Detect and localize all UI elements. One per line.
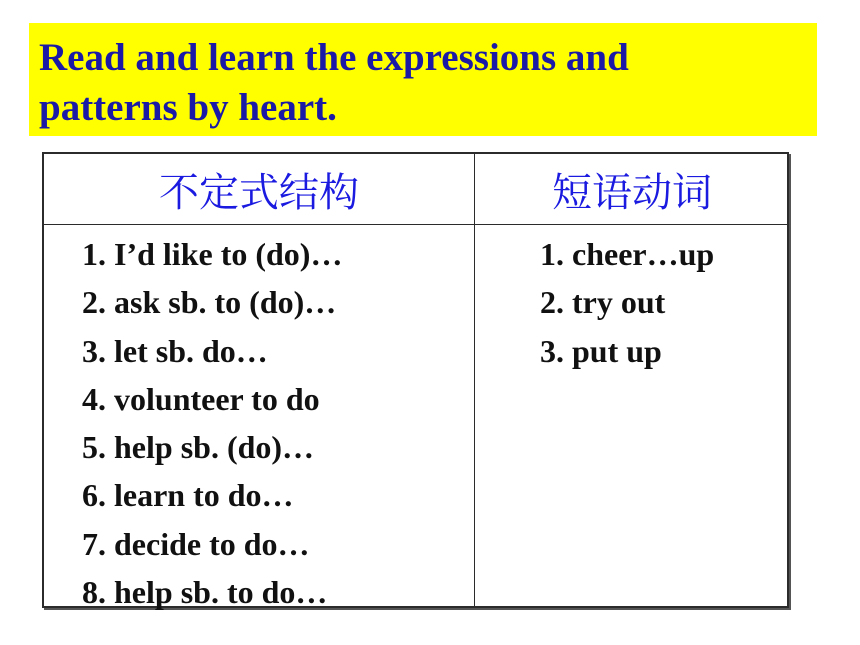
list-item: 1. I’d like to (do)… (82, 236, 343, 272)
infinitive-structures-list (82, 230, 342, 616)
list-item: 6. learn to do… (82, 477, 294, 514)
instruction-line-1: Read and learn the expressions and (39, 36, 629, 79)
list-item: 8. help sb. to do… (82, 574, 328, 611)
instruction-banner (29, 23, 817, 136)
list-item: 1. cheer…up (540, 236, 715, 272)
header-phrasal-verbs: 短语动词 (552, 169, 712, 216)
list-item: 2. try out (540, 284, 666, 321)
expressions-table (42, 152, 789, 611)
list-item: 4. volunteer to do (82, 380, 320, 417)
list-item: 3. let sb. do… (82, 332, 268, 369)
list-item: 5. help sb. (do)… (82, 429, 315, 466)
header-divider (44, 224, 787, 225)
phrasal-verbs-list (540, 230, 714, 375)
list-item: 2. ask sb. to (do)… (82, 284, 337, 321)
list-item: 7. decide to do… (82, 525, 310, 562)
instruction-line-2: patterns by heart. (39, 86, 337, 129)
list-item: 3. put up (540, 332, 662, 369)
header-infinitive-structures: 不定式结构 (159, 169, 359, 216)
